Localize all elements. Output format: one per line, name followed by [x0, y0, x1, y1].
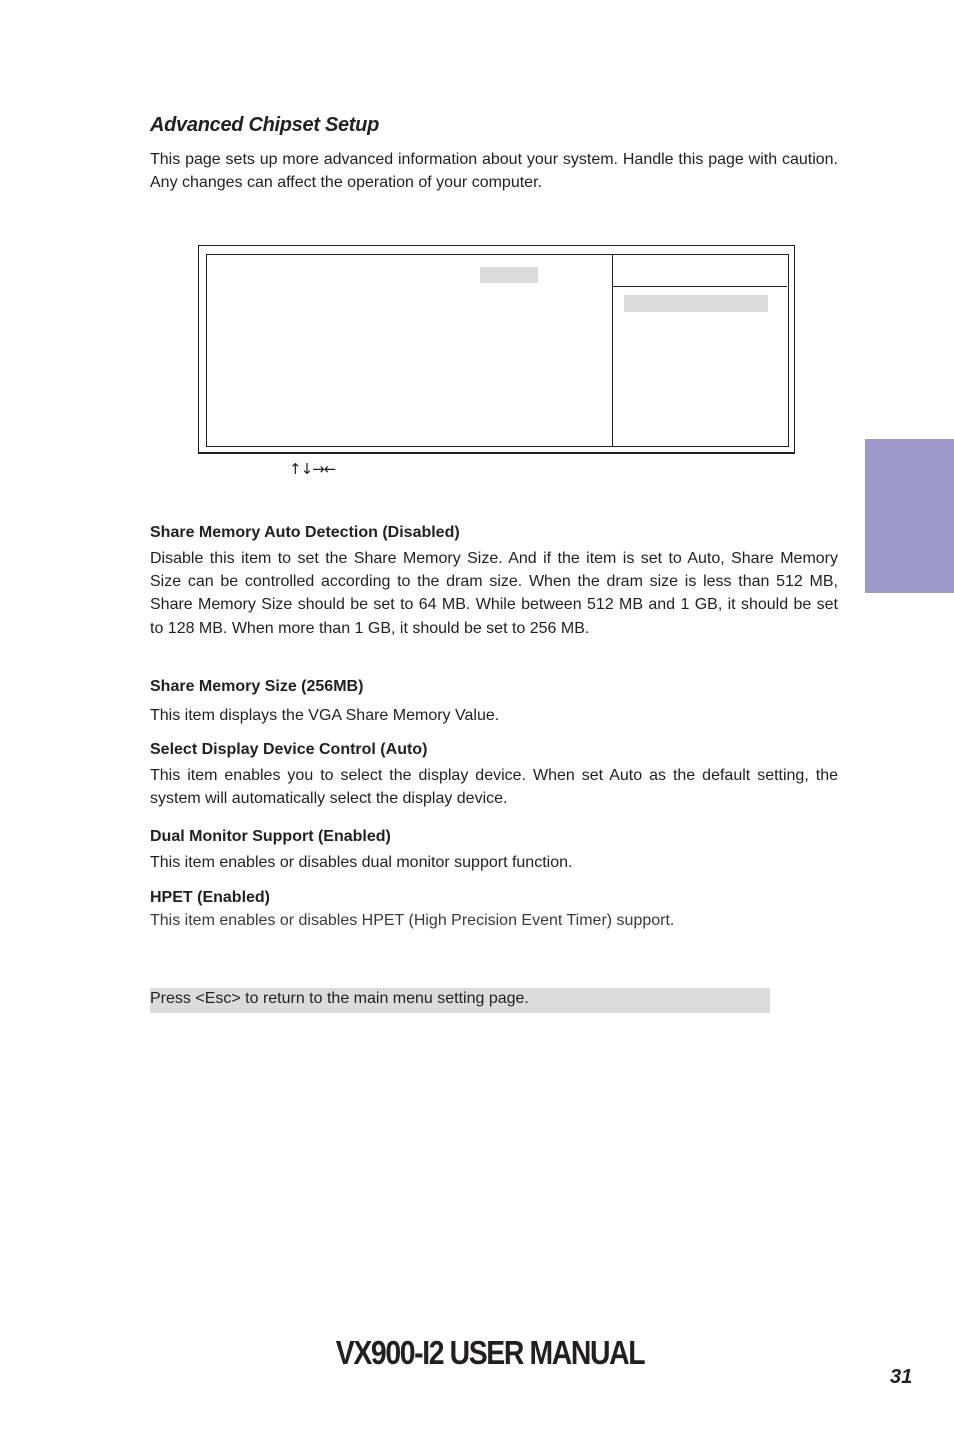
item-body-hpet: This item enables or disables HPET (High Precision Event Timer) support.	[150, 912, 675, 929]
nav-arrows-icon: ↑↓→←	[289, 460, 336, 478]
item-body-dual-monitor: This item enables or disables dual monitor support function.	[150, 854, 573, 871]
page-number: 31	[890, 1366, 913, 1388]
item-heading-hpet: HPET (Enabled)	[150, 889, 271, 906]
page-title: Advanced Chipset Setup	[150, 114, 379, 136]
item-body-display-device: This item enables you to select the display device. When set Auto as the default setting, the system will automatically select the display device.	[150, 767, 838, 808]
bios-selected-value	[480, 267, 538, 283]
bios-vertical-divider	[612, 254, 613, 447]
item-heading-display-device: Select Display Device Control (Auto)	[150, 741, 428, 758]
item-heading-share-memory-auto: Share Memory Auto Detection (Disabled)	[150, 524, 460, 541]
item-body-share-memory-auto: Disable this item to set the Share Memory Size. And if the item is set to Auto, Share Memory Size can be controlled according to the dram size. When the dram size is less than 512 MB, Share Memory Size should be set to 64 MB. While between 512 MB and 1 GB, it should be set to 128 MB. When more than 1 GB, it should be set to 256 MB.	[150, 550, 838, 637]
chapter-side-tab	[865, 439, 954, 593]
intro-paragraph: This page sets up more advanced information about your system. Handle this page with caution. Any changes can affect the operation of your computer.	[150, 151, 838, 192]
item-heading-dual-monitor: Dual Monitor Support (Enabled)	[150, 828, 391, 845]
item-body-share-memory-size: This item displays the VGA Share Memory Value.	[150, 707, 500, 724]
esc-note: Press <Esc> to return to the main menu setting page.	[150, 988, 770, 1013]
footer-manual-title: VX900-I2 USER MANUAL	[335, 1334, 645, 1371]
bios-help-divider	[613, 286, 787, 287]
bios-help-highlight	[624, 295, 768, 312]
item-heading-share-memory-size: Share Memory Size (256MB)	[150, 678, 364, 695]
